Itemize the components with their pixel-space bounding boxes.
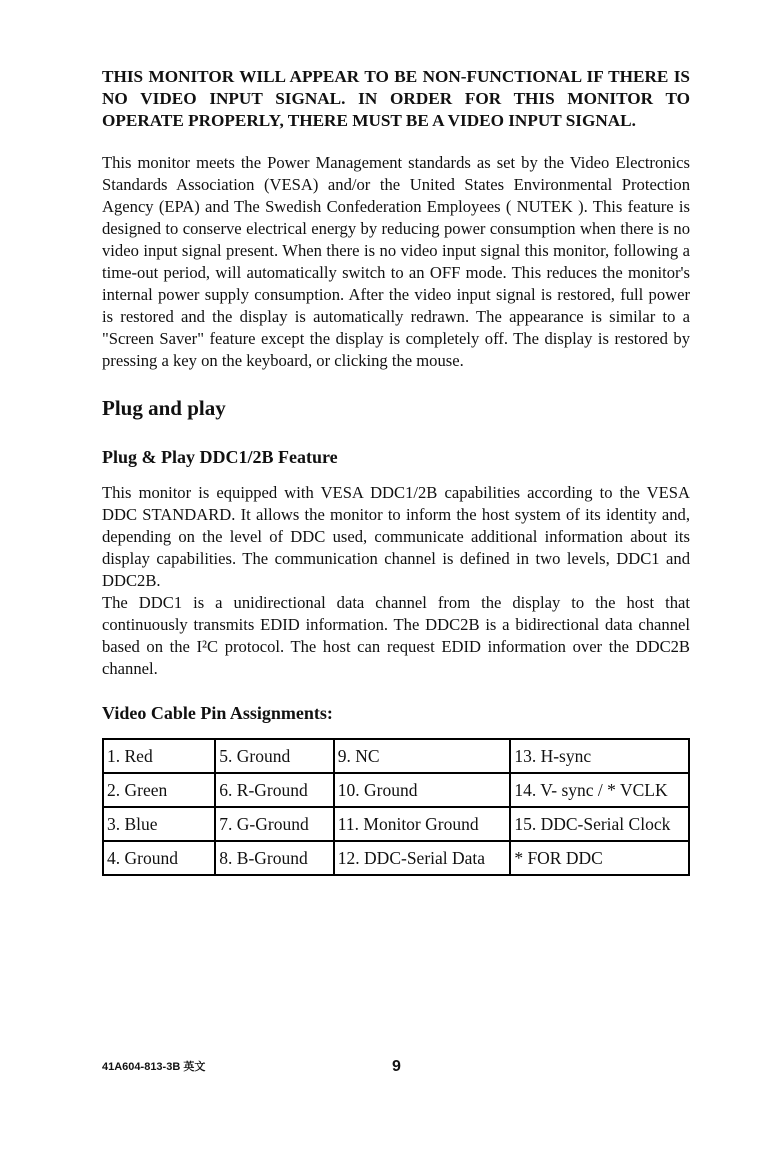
table-row (103, 739, 689, 773)
plug-and-play-heading: Plug and play (102, 396, 226, 420)
pin-assignment-table (102, 738, 690, 876)
table-cell: 12. DDC-Serial Data (334, 841, 511, 875)
ddc-paragraph-2: The DDC1 is a unidirectional data channel from the display to the host that continuously transmits EDID information. The DDC2B is a bidirectional data channel based on the I²C protocol. The host can request EDID information over the DDC2B channel. (102, 593, 690, 678)
pin-assignments-heading: Video Cable Pin Assignments: (102, 703, 333, 723)
table-row (103, 773, 689, 807)
table-cell: 9. NC (334, 739, 511, 773)
table-cell: 6. R-Ground (215, 773, 334, 807)
table-cell: 1. Red (103, 739, 215, 773)
table-row (103, 807, 689, 841)
table-cell: 11. Monitor Ground (334, 807, 511, 841)
table-cell: 13. H-sync (510, 739, 689, 773)
page-number: 9 (392, 1058, 401, 1075)
table-cell: 15. DDC-Serial Clock (510, 807, 689, 841)
table-cell: 8. B-Ground (215, 841, 334, 875)
power-management-paragraph: This monitor meets the Power Management standards as set by the Video Electronics Standards Association (VESA) and/or the United States Environmental Protection Agency (EPA) and The Swedish Confederation Employees ( NUTEK ). This feature is designed to conserve electrical energy by reducing power consumption when there is no video input signal present. When there is no video input signal this monitor, following a time-out period, will automatically switch to an OFF mode. This reduces the monitor's internal power supply consumption. After the video input signal is restored, full power is restored and the display is automatically redrawn. The appearance is similar to a "Screen Saver" feature except the display is completely off. The display is restored by pressing a key on the keyboard, or clicking the mouse. (102, 153, 690, 370)
document-page (102, 66, 690, 876)
table-cell: 2. Green (103, 773, 215, 807)
ddc-feature-heading: Plug & Play DDC1/2B Feature (102, 447, 338, 467)
table-cell: 4. Ground (103, 841, 215, 875)
no-signal-warning: THIS MONITOR WILL APPEAR TO BE NON-FUNCTIONAL IF THERE IS NO VIDEO INPUT SIGNAL. IN ORDER FOR THIS MONITOR TO OPERATE PROPERLY, THERE MUST BE A VIDEO INPUT SIGNAL. (102, 67, 690, 130)
table-cell: 5. Ground (215, 739, 334, 773)
table-cell: 3. Blue (103, 807, 215, 841)
table-cell: 7. G-Ground (215, 807, 334, 841)
ddc-paragraph-1: This monitor is equipped with VESA DDC1/2B capabilities according to the VESA DDC STANDARD. It allows the monitor to inform the host system of its identity and, depending on the level of DDC used, communicate additional information about its display capabilities. The communication channel is defined in two levels, DDC1 and DDC2B. (102, 483, 690, 590)
footer-document-code: 41A604-813-3B 英文 (102, 1061, 206, 1073)
table-row (103, 841, 689, 875)
table-cell: 14. V- sync / * VCLK (510, 773, 689, 807)
table-cell: * FOR DDC (510, 841, 689, 875)
table-cell: 10. Ground (334, 773, 511, 807)
